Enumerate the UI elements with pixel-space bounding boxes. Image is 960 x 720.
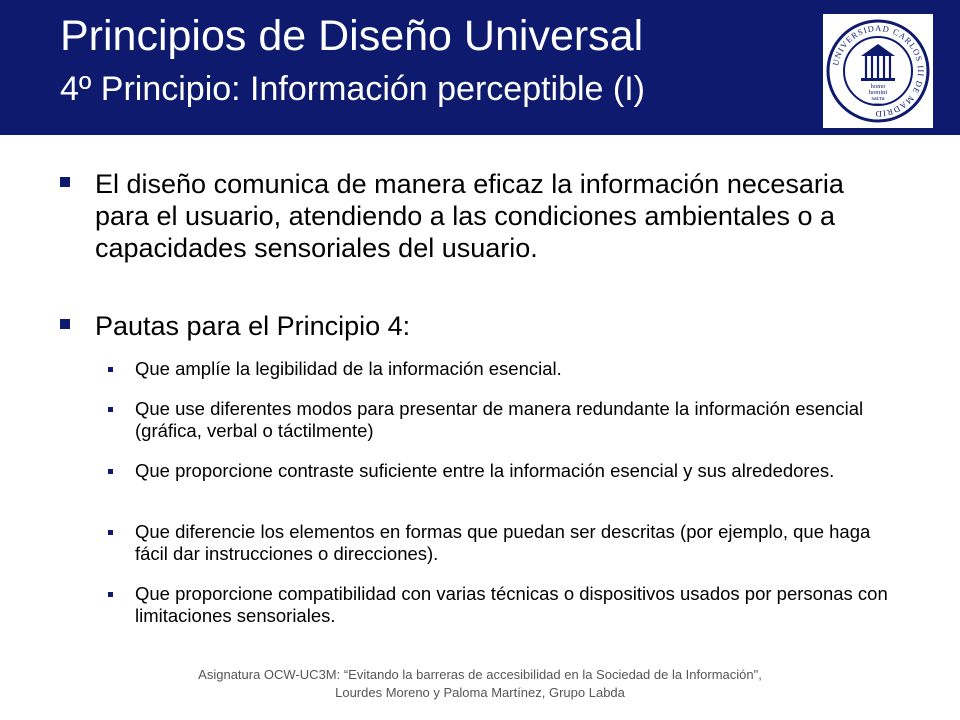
- guideline-text: Que use diferentes modos para presentar de manera redundante la información esencial (gráfica, verbal o táctilmente): [135, 398, 864, 441]
- guideline-text: Que proporcione contraste suficiente entre la información esencial y sus alrededores.: [135, 460, 835, 481]
- logo-motto-4: res: [874, 101, 882, 108]
- guideline-text: Que amplíe la legibilidad de la información esencial.: [135, 358, 562, 379]
- title-banner: [0, 0, 960, 135]
- bullet-text: El diseño comunica de manera eficaz la información necesaria para el usuario, atendiendo a las condiciones ambientales o a capacidades sensoriales del usuario.: [95, 169, 844, 263]
- square-bullet-icon: [108, 592, 113, 597]
- slide-subtitle: 4º Principio: Información perceptible (I): [60, 70, 646, 108]
- footer-line-1: Asignatura OCW-UC3M: “Evitando la barreras de accesibilidad en la Sociedad de la Información",: [198, 667, 762, 682]
- logo-motto-2: homini: [868, 89, 888, 96]
- logo-ring-text: UNIVERSIDAD CARLOS III DE MADRID: [830, 22, 927, 120]
- slide-title: Principios de Diseño Universal: [60, 12, 644, 60]
- square-bullet-icon: [108, 469, 113, 474]
- square-bullet-icon: [108, 530, 113, 535]
- square-bullet-icon: [60, 319, 70, 329]
- logo-motto-3: sacra: [871, 95, 885, 102]
- square-bullet-icon: [108, 407, 113, 412]
- footer-credits: [0, 666, 960, 702]
- square-bullet-icon: [108, 367, 113, 372]
- guideline-text: Que proporcione compatibilidad con varias técnicas o dispositivos usados por personas con limitaciones sensoriales.: [135, 583, 888, 626]
- university-logo: [823, 14, 933, 128]
- guideline-text: Que diferencie los elementos en formas que puedan ser descritas (por ejemplo, que haga fácil dar instrucciones o direcciones).: [135, 521, 871, 564]
- logo-motto-1: homo: [870, 83, 886, 90]
- square-bullet-icon: [60, 177, 70, 187]
- footer-line-2: Lourdes Moreno y Paloma Martínez, Grupo Labda: [335, 685, 625, 700]
- bullet-text: Pautas para el Principio 4:: [95, 311, 411, 341]
